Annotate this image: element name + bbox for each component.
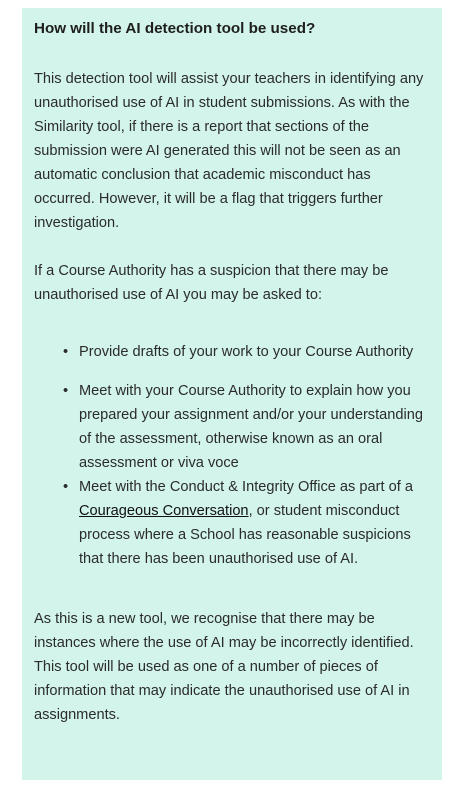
list-item-text-before: Meet with the Conduct & Integrity Office as part of a [79, 479, 413, 495]
section-heading: How will the AI detection tool be used? [34, 20, 316, 37]
paragraph-intro: This detection tool will assist your teachers in identifying any unauthorised use of AI in student submissions. As with the Similarity tool, if there is a report that sections of the submission were AI generated this will not be seen as an automatic conclusion that academic misconduct has occurred. However, it will be a flag that triggers further investigation. [34, 71, 424, 231]
paragraph-new-tool: As this is a new tool, we recognise that there may be instances where the use of AI may be incorrectly identified. This tool will be used as one of a number of pieces of information that may indicate the unauthorised use of AI in assignments. [34, 611, 414, 723]
bullet-icon: • [63, 344, 69, 360]
courageous-conversation-link[interactable]: Courageous Conversation [79, 503, 249, 519]
options-list [34, 340, 430, 571]
list-item [63, 340, 430, 364]
list-item [63, 379, 430, 475]
info-panel [22, 8, 442, 780]
list-item-text: Provide drafts of your work to your Course Authority [79, 344, 414, 360]
list-item-text: Meet with your Course Authority to explain how you prepared your assignment and/or your understanding of the assessment, otherwise known as an oral assessment or viva voce [79, 383, 423, 471]
list-item-text-after: , or student misconduct process where a School has reasonable suspicions that there has been unauthorised use of AI. [79, 503, 411, 567]
paragraph-suspicion: If a Course Authority has a suspicion that there may be unauthorised use of AI you may be asked to: [34, 263, 389, 303]
bullet-icon: • [63, 479, 69, 495]
bullet-icon: • [63, 383, 69, 399]
list-item [63, 475, 430, 571]
